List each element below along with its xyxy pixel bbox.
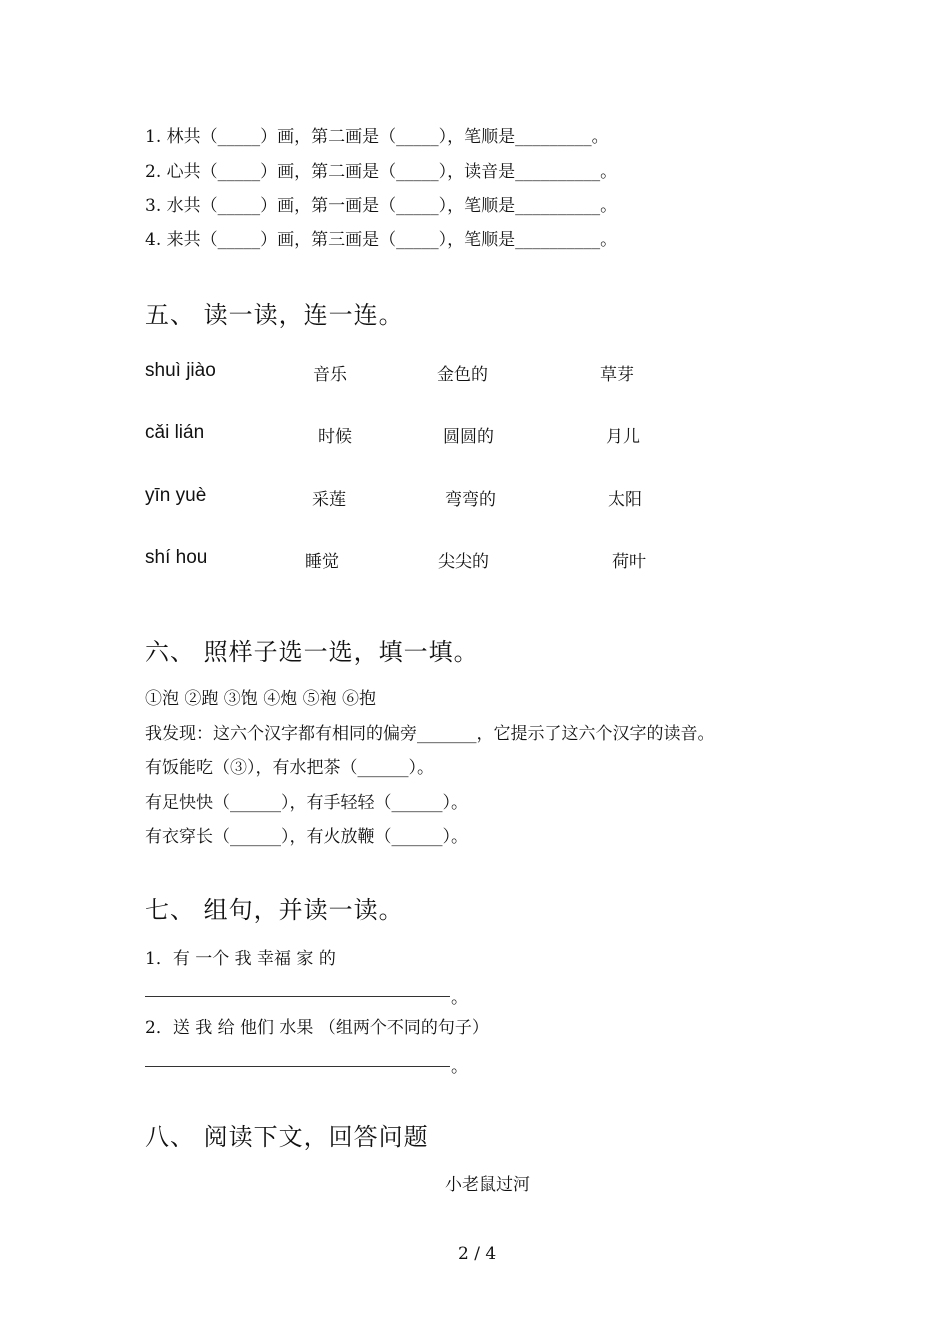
fill-line: 有衣穿长（______），有火放鞭（______）。 bbox=[145, 827, 468, 847]
question-3: 3. 水共（_____）画，第一画是（_____），笔顺是__________。 bbox=[145, 196, 618, 216]
question-1: 1. 林共（_____）画，第二画是（_____），笔顺是_________。 bbox=[145, 127, 609, 147]
section-eight-heading: 八、 阅读下文，回答问题 bbox=[145, 1123, 429, 1151]
story-title: 小老鼠过河 bbox=[445, 1175, 530, 1195]
fill-line: 有足快快（______），有手轻轻（______）。 bbox=[145, 793, 468, 813]
pinyin-item: shí hou bbox=[145, 547, 208, 568]
word-item: 月儿 bbox=[606, 427, 640, 447]
word-item: 采莲 bbox=[312, 490, 346, 510]
word-item: 弯弯的 bbox=[445, 490, 496, 510]
pinyin-item: shuì jiào bbox=[145, 360, 216, 381]
question-4: 4. 来共（_____）画，第三画是（_____），笔顺是__________。 bbox=[145, 230, 618, 250]
page-number: 2 / 4 bbox=[458, 1244, 497, 1264]
answer-line bbox=[145, 996, 450, 997]
section-six-heading: 六、 照样子选一选，填一填。 bbox=[145, 638, 479, 666]
fill-line: 有饭能吃（③），有水把茶（______）。 bbox=[145, 758, 434, 778]
pinyin-item: yīn yuè bbox=[145, 485, 207, 506]
word-item: 金色的 bbox=[437, 365, 488, 385]
word-item: 尖尖的 bbox=[438, 552, 489, 572]
word-item: 时候 bbox=[318, 427, 352, 447]
discovery-line: 我发现：这六个汉字都有相同的偏旁_______，它提示了这六个汉字的读音。 bbox=[145, 724, 715, 744]
section-seven-heading: 七、 组句，并读一读。 bbox=[145, 896, 404, 924]
word-item: 音乐 bbox=[313, 365, 347, 385]
character-options: ①泡 ②跑 ③饱 ④炮 ⑤袍 ⑥抱 bbox=[145, 689, 377, 709]
word-item: 睡觉 bbox=[305, 552, 339, 572]
section-five-heading: 五、 读一读，连一连。 bbox=[145, 301, 404, 329]
answer-line bbox=[145, 1066, 450, 1067]
word-item: 圆圆的 bbox=[443, 427, 494, 447]
answer-end-mark: 。 bbox=[451, 1057, 468, 1077]
word-item: 太阳 bbox=[608, 490, 642, 510]
sentence-question-2: 2．送 我 给 他们 水果 （组两个不同的句子） bbox=[145, 1018, 489, 1038]
pinyin-item: cǎi lián bbox=[145, 422, 205, 443]
word-item: 草芽 bbox=[600, 365, 634, 385]
answer-end-mark: 。 bbox=[451, 988, 468, 1008]
sentence-question-1: 1．有 一个 我 幸福 家 的 bbox=[145, 949, 336, 969]
question-2: 2. 心共（_____）画，第二画是（_____），读音是__________。 bbox=[145, 162, 618, 182]
word-item: 荷叶 bbox=[612, 552, 646, 572]
